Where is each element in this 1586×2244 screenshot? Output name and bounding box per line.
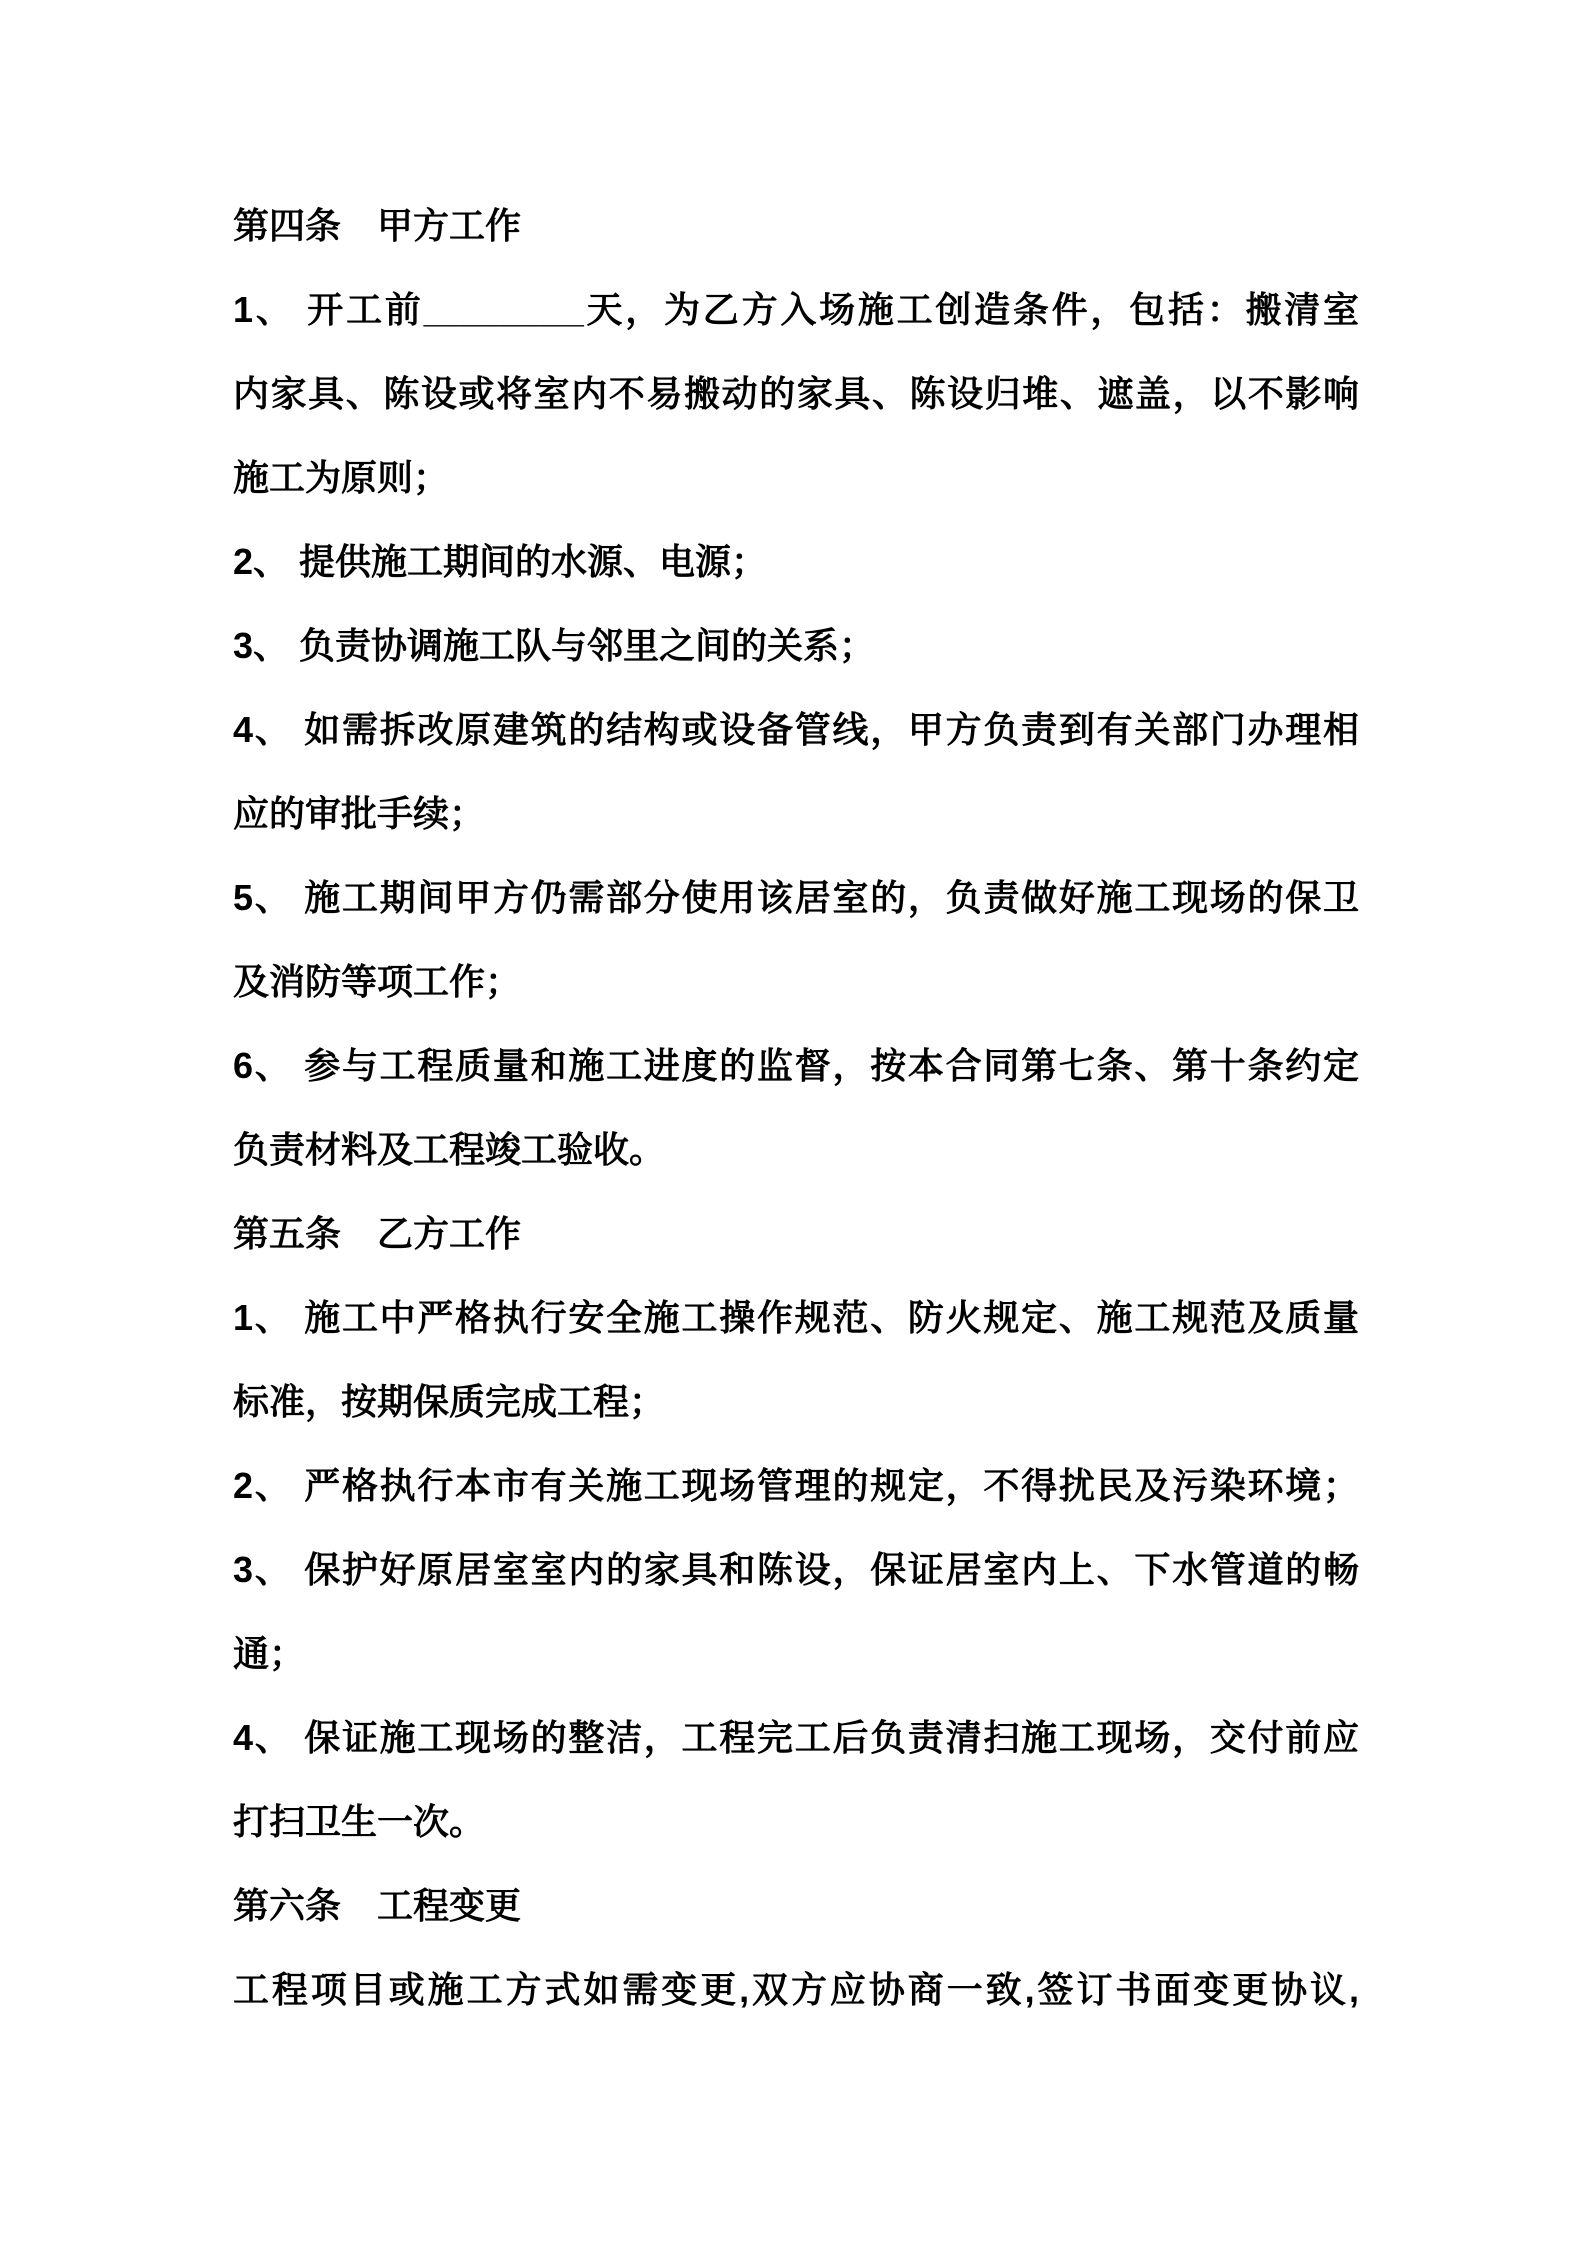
document-line: 施工为原则； (233, 457, 450, 498)
document-content (233, 184, 1359, 2032)
document-line: 6、 参与工程质量和施工进度的监督，按本合同第七条、第十条约定 (233, 1045, 1359, 1086)
document-line: 及消防等项工作； (233, 961, 522, 1002)
document-line: 5、 施工期间甲方仍需部分使用该居室的，负责做好施工现场的保卫 (233, 877, 1359, 918)
document-line: 标准，按期保质完成工程； (233, 1381, 666, 1422)
document-line: 负责材料及工程竣工验收。 (233, 1129, 666, 1170)
document-line: 3、 负责协调施工队与邻里之间的关系； (233, 625, 876, 666)
document-line: 打扫卫生一次。 (233, 1801, 486, 1842)
document-line: 3、 保护好原居室室内的家具和陈设，保证居室内上、下水管道的畅 (233, 1549, 1359, 1590)
document-line: 1、 开工前________天，为乙方入场施工创造条件，包括：搬清室 (233, 289, 1359, 330)
section-heading: 第四条 甲方工作 (233, 205, 522, 246)
document-line: 2、 严格执行本市有关施工现场管理的规定，不得扰民及污染环境； (233, 1465, 1359, 1506)
document-line: 工程项目或施工方式如需变更,双方应协商一致,签订书面变更协议, (233, 1969, 1359, 2010)
document-line: 4、 如需拆改原建筑的结构或设备管线，甲方负责到有关部门办理相 (233, 709, 1359, 750)
document-line: 2、 提供施工期间的水源、电源； (233, 541, 768, 582)
document-line: 应的审批手续； (233, 793, 486, 834)
document-line: 内家具、陈设或将室内不易搬动的家具、陈设归堆、遮盖，以不影响 (233, 373, 1359, 414)
document-line: 通； (233, 1633, 306, 1674)
section-heading: 第五条 乙方工作 (233, 1213, 522, 1254)
document-line: 4、 保证施工现场的整洁，工程完工后负责清扫施工现场，交付前应 (233, 1717, 1359, 1758)
section-heading: 第六条 工程变更 (233, 1885, 522, 1926)
document-line: 1、 施工中严格执行安全施工操作规范、防火规定、施工规范及质量 (233, 1297, 1359, 1338)
